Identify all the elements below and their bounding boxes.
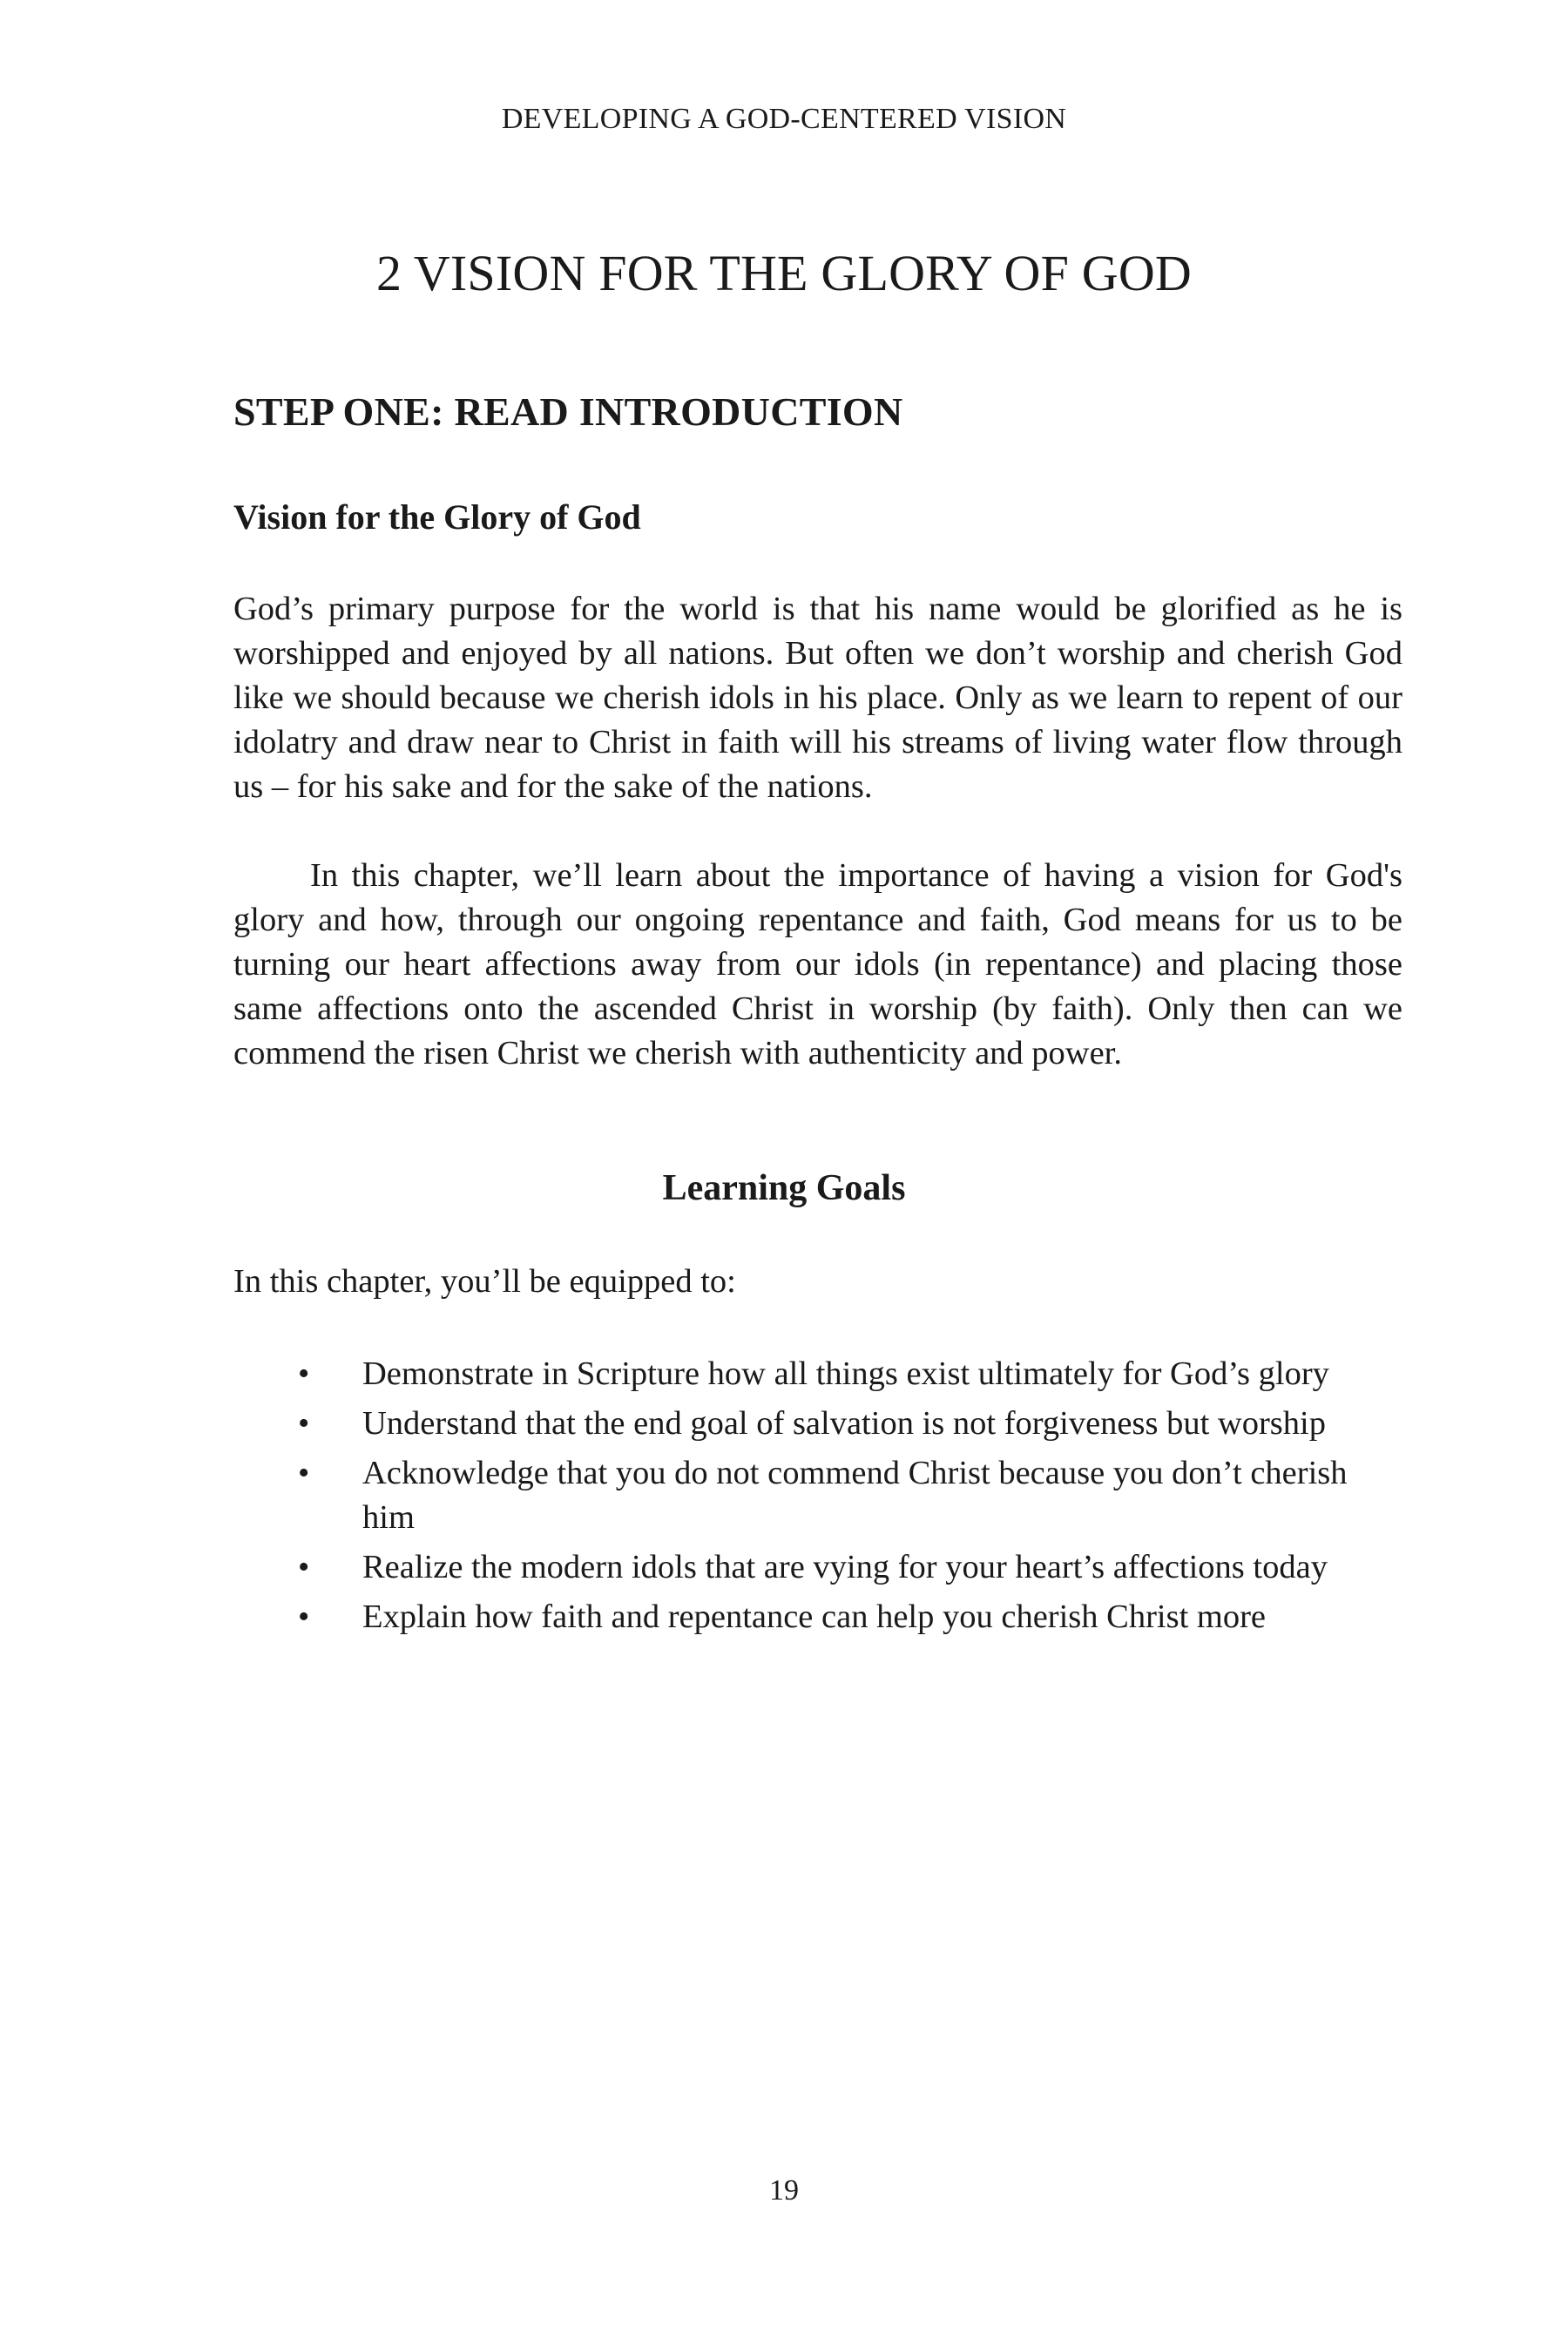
list-item-text: Acknowledge that you do not commend Christ because you don’t cherish him	[362, 1455, 1348, 1536]
step-heading: STEP ONE: READ INTRODUCTION	[233, 389, 903, 434]
bullet-icon: •	[298, 1549, 310, 1585]
list-item	[233, 1545, 1402, 1590]
learning-goals-intro: In this chapter, you’ll be equipped to:	[233, 1263, 736, 1300]
list-item-text: Demonstrate in Scripture how all things exist ultimately for God’s glory	[362, 1355, 1329, 1392]
list-item-text: Realize the modern idols that are vying for your heart’s affections today	[362, 1549, 1328, 1585]
learning-goals-list	[233, 1352, 1402, 1645]
list-item-text: Explain how faith and repentance can help you cherish Christ more	[362, 1598, 1267, 1635]
bullet-icon: •	[298, 1455, 310, 1491]
bullet-icon: •	[298, 1405, 310, 1442]
learning-goals-heading: Learning Goals	[662, 1168, 906, 1208]
bullet-icon: •	[298, 1598, 310, 1635]
list-item-text: Understand that the end goal of salvation is not forgiveness but worship	[362, 1405, 1326, 1442]
list-item	[233, 1402, 1402, 1446]
list-item	[233, 1451, 1402, 1540]
intro-paragraph-1: God’s primary purpose for the world is that his name would be glorified as he is worshipped and enjoyed by all nations. But often we don’t worship and cherish God like we should because we cherish idols in his place. Only as we learn to repent of our idolatry and draw near to Christ in faith will his streams of living water flow through us – for his sake and for the sake of the nations.	[233, 591, 1402, 805]
bullet-icon: •	[298, 1355, 310, 1392]
list-item	[233, 1595, 1402, 1639]
chapter-title: 2 VISION FOR THE GLORY OF GOD	[375, 245, 1193, 301]
list-item	[233, 1352, 1402, 1396]
intro-paragraph-2: In this chapter, we’ll learn about the importance of having a vision for God's glory and how, through our ongoing repentance and faith, God means for us to be turning our heart affections away from our idols (in repentance) and placing those same affections onto the ascended Christ in worship (by faith). Only then can we commend the risen Christ we cherish with authenticity and power.	[233, 857, 1402, 1071]
section-heading: Vision for the Glory of God	[233, 497, 641, 537]
running-header: DEVELOPING A GOD-CENTERED VISION	[501, 103, 1067, 135]
page-number: 19	[769, 2174, 799, 2207]
